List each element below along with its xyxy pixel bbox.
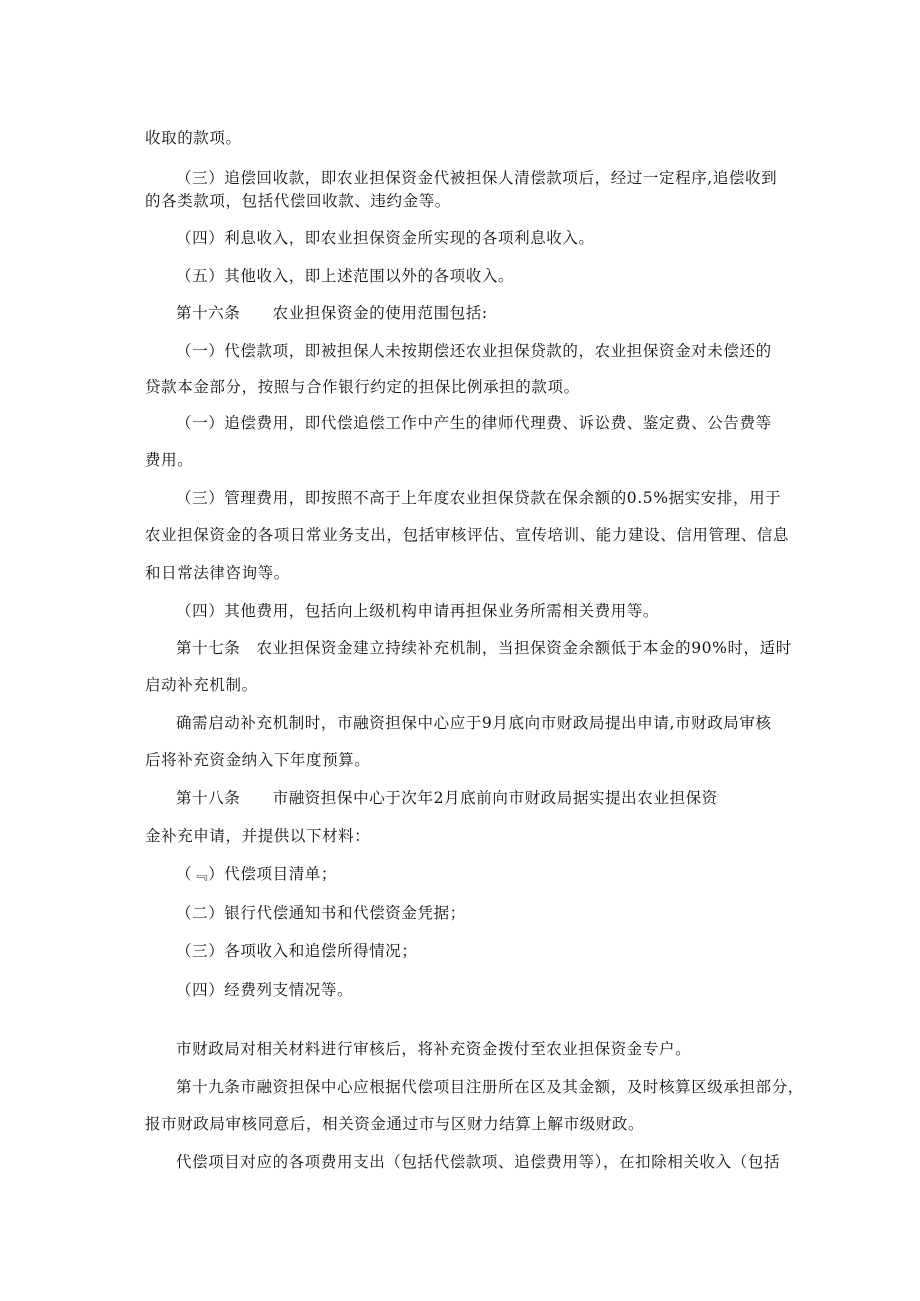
list-item: （三）各项收入和追偿所得情况； <box>176 942 418 960</box>
text-line: 启动补充机制。 <box>145 676 258 694</box>
text-line: 代偿项目对应的各项费用支出（包括代偿款项、追偿费用等），在扣除相关收入（包括 <box>176 1153 781 1171</box>
list-item: （四）经费列支情况等。 <box>176 981 354 999</box>
article-heading: 第十九条市融资担保中心应根据代偿项目注册所在区及其金额，及时核算区级承担部分， <box>176 1078 804 1096</box>
article-heading: 第十八条 市融资担保中心于次年2月底前向市财政局据实提出农业担保资 <box>176 789 718 807</box>
text-line: 费用。 <box>145 451 194 469</box>
list-item: （﹃）代偿项目清单； <box>176 865 338 883</box>
text-line: 确需启动补充机制时，市融资担保中心应于9月底向市财政局提出申请,市财政局审核 <box>176 714 772 732</box>
text-line: （一）代偿款项，即被担保人未按期偿还农业担保贷款的，农业担保资金对未偿还的 <box>176 342 772 360</box>
text-line: （三）追偿回收款，即农业担保资金代被担保人清偿款项后，经过一定程序,追偿收到 <box>176 169 778 187</box>
list-item: （二）银行代偿通知书和代偿资金凭据； <box>176 904 466 922</box>
text-line: 贷款本金部分，按照与合作银行约定的担保比例承担的款项。 <box>145 378 580 396</box>
text-line: （一）追偿费用，即代偿追偿工作中产生的律师代理费、诉讼费、鉴定费、公告费等 <box>176 414 772 432</box>
text-line: 金补充申请，并提供以下材料： <box>145 827 371 845</box>
text-line: 收取的款项。 <box>145 129 242 147</box>
text-line: 农业担保资金的各项日常业务支出，包括审核评估、宣传培训、能力建设、信用管理、信息 <box>145 526 790 544</box>
text-line: （四）利息收入，即农业担保资金所实现的各项利息收入。 <box>176 229 595 247</box>
article-heading: 第十六条 农业担保资金的使用范围包括: <box>176 304 488 322</box>
article-heading: 第十七条 农业担保资金建立持续补充机制，当担保资金余额低于本金的90%时，适时 <box>176 639 792 657</box>
text-line: （五）其他收入，即上述范围以外的各项收入。 <box>176 267 515 285</box>
text-line: 市财政局对相关材料进行审核后，将补充资金拨付至农业担保资金专户。 <box>176 1040 692 1058</box>
text-line: 的各类款项，包括代偿回收款、违约金等。 <box>145 192 451 210</box>
text-line: （三）管理费用，即按照不高于上年度农业担保贷款在保余额的0.5%据实安排，用于 <box>176 489 782 507</box>
text-line: 后将补充资金纳入下年度预算。 <box>145 751 371 769</box>
text-line: 和日常法律咨询等。 <box>145 564 290 582</box>
text-line: （四）其他费用，包括向上级机构申请再担保业务所需相关费用等。 <box>176 602 660 620</box>
text-line: 报市财政局审核同意后，相关资金通过市与区财力结算上解市级财政。 <box>145 1115 645 1133</box>
